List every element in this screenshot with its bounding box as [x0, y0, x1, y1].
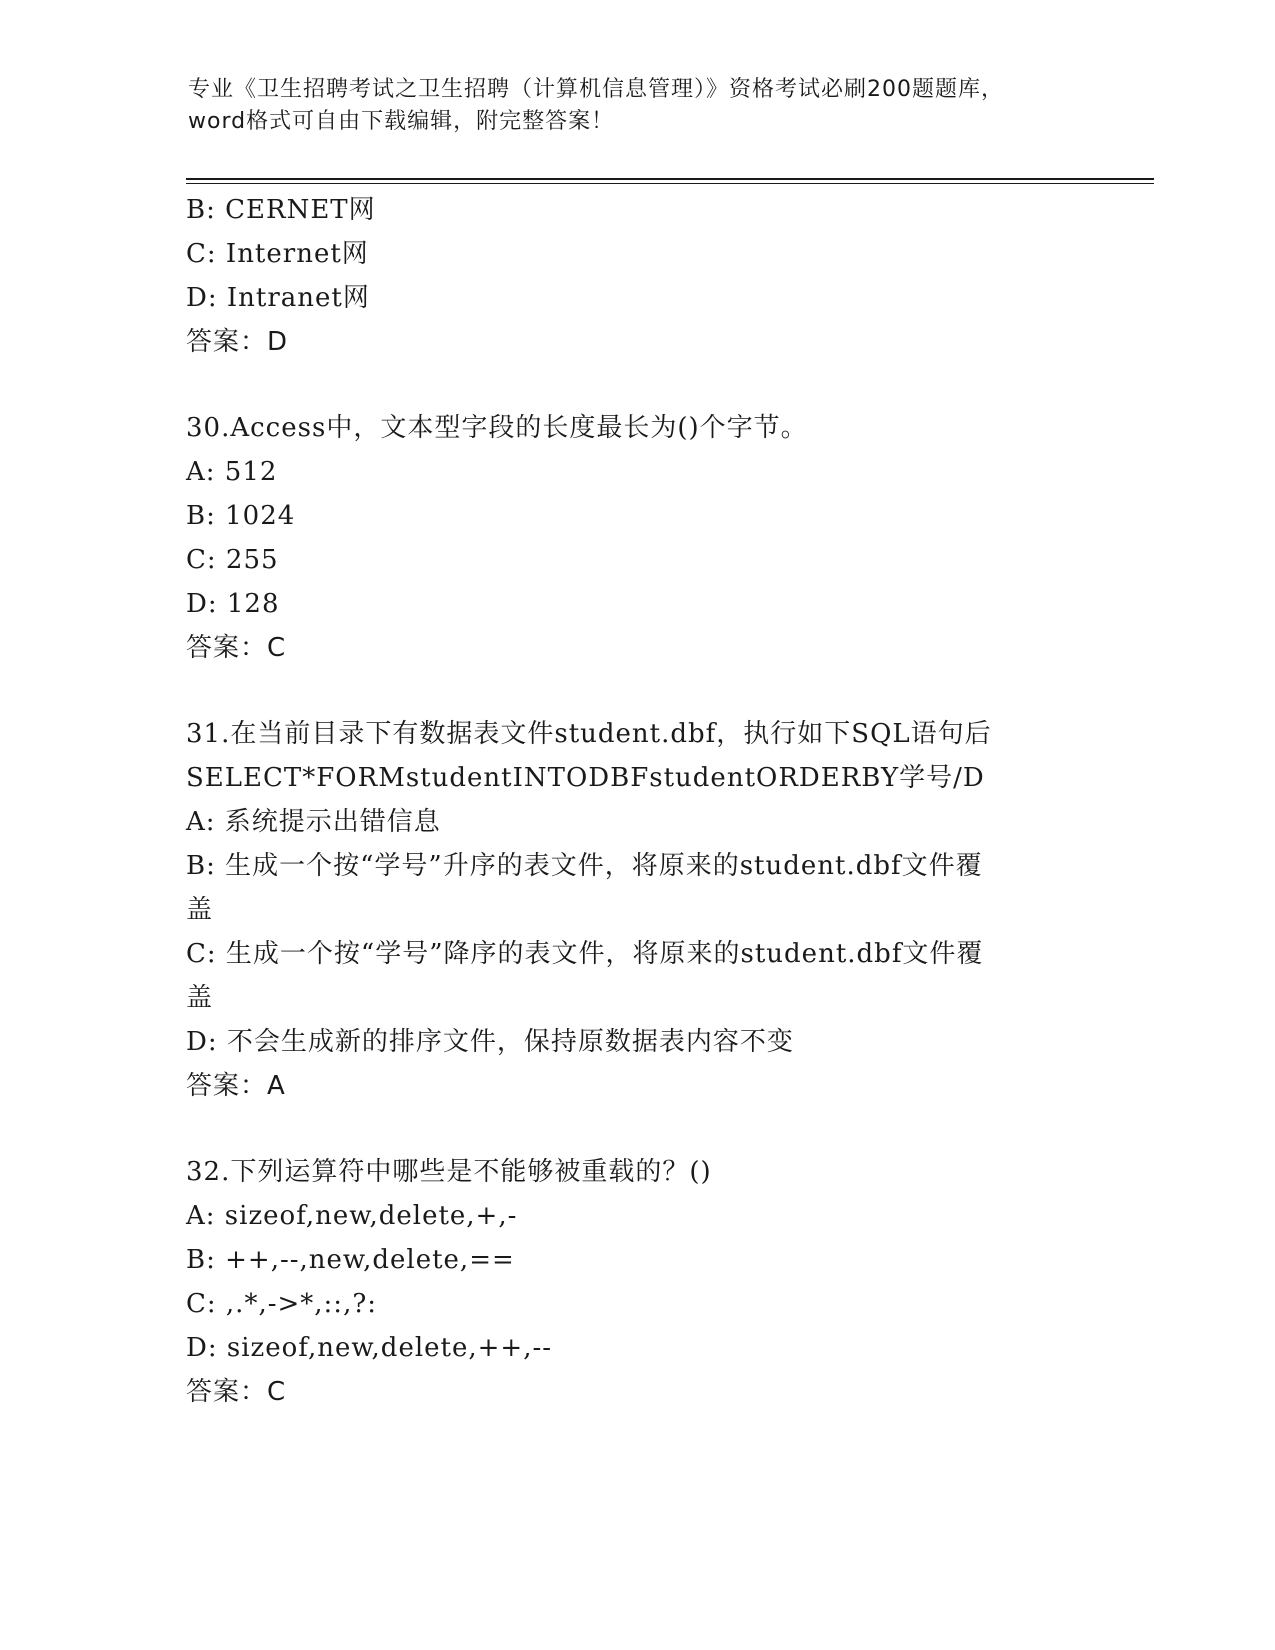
q29-option-d: D: Intranet网: [186, 283, 370, 313]
header-divider-thin: [186, 183, 1154, 184]
q31-option-c-line-2: 盖: [186, 983, 214, 1013]
q30-question: 30.Access中，文本型字段的长度最长为()个字节。: [186, 413, 808, 443]
header-divider-thick: [186, 178, 1154, 180]
q32-option-c: C: ,.*,->*,::,?:: [186, 1289, 378, 1319]
q30-option-b: B: 1024: [186, 501, 296, 531]
q29-answer: 答案：D: [186, 327, 289, 357]
q31-option-a: A: 系统提示出错信息: [186, 807, 441, 837]
q30-answer: 答案：C: [186, 633, 287, 663]
q30-option-d: D: 128: [186, 589, 280, 619]
q31-question-line-1: 31.在当前目录下有数据表文件student.dbf，执行如下SQL语句后: [186, 719, 992, 749]
q31-option-b-line-1: B: 生成一个按“学号”升序的表文件，将原来的student.dbf文件覆: [186, 851, 983, 881]
q29-option-b: B: CERNET网: [186, 195, 376, 225]
q32-answer: 答案：C: [186, 1377, 287, 1407]
q31-question-line-2: SELECT*FORMstudentINTODBFstudentORDERBY学号/D: [186, 763, 985, 793]
q32-option-a: A: sizeof,new,delete,+,-: [186, 1201, 518, 1231]
q30-option-a: A: 512: [186, 457, 278, 487]
q31-option-c-line-1: C: 生成一个按“学号”降序的表文件，将原来的student.dbf文件覆: [186, 939, 984, 969]
q32-option-d: D: sizeof,new,delete,++,--: [186, 1333, 553, 1363]
q32-option-b: B: ++,--,new,delete,==: [186, 1245, 515, 1275]
header-line-1: 专业《卫生招聘考试之卫生招聘（计算机信息管理）》资格考试必刷200题题库，: [188, 77, 1004, 102]
q31-answer: 答案：A: [186, 1071, 286, 1101]
q31-option-b-line-2: 盖: [186, 895, 214, 925]
document-header: [188, 74, 1088, 138]
q32-question: 32.下列运算符中哪些是不能够被重载的？(): [186, 1157, 712, 1187]
q29-option-c: C: Internet网: [186, 239, 369, 269]
q30-option-c: C: 255: [186, 545, 279, 575]
q31-option-d: D: 不会生成新的排序文件，保持原数据表内容不变: [186, 1027, 794, 1057]
header-line-2: word格式可自由下载编辑，附完整答案！: [188, 109, 615, 134]
